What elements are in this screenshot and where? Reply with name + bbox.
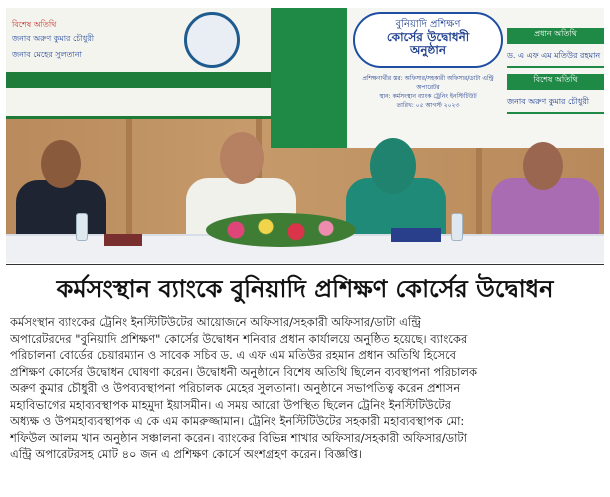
role-chief-guest: প্রধান অতিথি	[507, 28, 604, 44]
screen-info-1: প্রশিক্ষণার্থীর স্তর: অফিসার/সহকারী অফিসার/ডাটা এন্ট্রি অপারেটর	[362, 75, 494, 91]
banner-text-2: জনাব অরুণ কুমার চৌধুরী	[12, 34, 95, 43]
person-3-head	[370, 138, 416, 194]
person-2-head	[220, 132, 264, 184]
guest-name-1: ড. এ এফ এম মতিউর রহমান	[507, 50, 604, 68]
name-plate	[391, 228, 441, 242]
article-body	[10, 314, 600, 463]
guest-name-2: জনাব অরুণ কুমার চৌধুরী	[507, 96, 604, 114]
article-line: কর্মসংস্থান ব্যাংকের ট্রেনিং ইনস্টিটিউটের আয়োজনে অফিসার/সহকারী অফিসার/ডাটা এন্ট্রি	[10, 315, 421, 329]
flower-bouquet	[206, 213, 356, 247]
person-4-head	[523, 142, 563, 190]
article-headline: কর্মসংস্থান ব্যাংকে বুনিয়াদি প্রশিক্ষণ কোর্সের উদ্বোধন	[56, 275, 554, 303]
banner-green-bar	[6, 72, 271, 88]
article-line: অপারেটরদের "বুনিয়াদি প্রশিক্ষণ" কোর্সের উদ্বোধন শনিবার প্রধান কার্যালয়ে অনুষ্ঠিত হয়েছে। ব্যাংকের	[10, 331, 468, 346]
article-line: অধ্যক্ষ ও উপমহাব্যবস্থাপক এ কে এম কামরুজ্জামান। ট্রেনিং ইনস্টিটিউটের সহকারী মহাব্যবস্থাপক মো:	[10, 414, 465, 428]
banner-text-1: বিশেষ অতিথি	[12, 20, 57, 29]
screen-title-box	[353, 12, 503, 68]
name-plate	[104, 234, 142, 246]
water-bottle	[451, 213, 463, 241]
article-line: প্রশিক্ষণ কোর্সের উদ্বোধন ঘোষণা করেন। উদ্বোধনী অনুষ্ঠানে বিশেষ অতিথি ছিলেন ব্যবস্থাপনা পরিচালক	[10, 364, 478, 379]
article-line: মহাবিভাগের মহাব্যবস্থাপক মাহমুদা ইয়াসমীন। এ সময় আরো উপস্থিত ছিলেন ট্রেনিং ইনস্টিটিউটের	[10, 397, 452, 412]
person-1-head	[41, 140, 81, 188]
divider-line	[6, 264, 604, 265]
screen-info-3: তারিখ: ০৫ আগস্ট ২০২৩	[396, 102, 460, 109]
screen-title-2: কোর্সের উদ্বোধনী	[386, 30, 470, 44]
news-clipping	[6, 8, 604, 492]
banner-text-3: জনাব মেহের সুলতানা	[12, 50, 82, 59]
bank-logo-icon	[184, 12, 240, 68]
article-line: অরুণ কুমার চৌধুরী ও উপব্যবস্থাপনা পরিচালক মেহের সুলতানা। অনুষ্ঠানে সভাপতিত্ব করেন প্রশাসন	[10, 381, 461, 395]
article-line: শফিউল আলম খান অনুষ্ঠান সঞ্চালনা করেন। ব্যাংকের বিভিন্ন শাখার অফিসার/সহকারী অফিসার/ডাটা	[10, 430, 468, 445]
screen-info-2: স্থান: কর্মসংস্থান ব্যাংক ট্রেনিং ইনস্টিটিউট	[379, 93, 477, 100]
left-banner	[6, 8, 271, 119]
event-photo	[6, 8, 604, 263]
article-line: পরিচালনা বোর্ডের চেয়ারম্যান ও সাবেক সচিব ড. এ এফ এম মতিউর রহমান প্রধান অতিথি হিসেবে	[10, 348, 457, 362]
water-bottle	[76, 213, 88, 241]
article-line: এন্ট্রি অপারেটরসহ মোট ৪০ জন এ প্রশিক্ষণ কোর্সে অংশগ্রহণ করেন। বিজ্ঞপ্তি।	[10, 447, 363, 461]
screen-title-1: বুনিয়াদি প্রশিক্ষণ	[395, 19, 461, 30]
screen-title-3: অনুষ্ঠান	[409, 43, 447, 57]
role-special-guest: বিশেষ অতিথি	[507, 74, 604, 90]
screen-guest-list	[507, 28, 604, 120]
screen-info	[353, 74, 503, 110]
